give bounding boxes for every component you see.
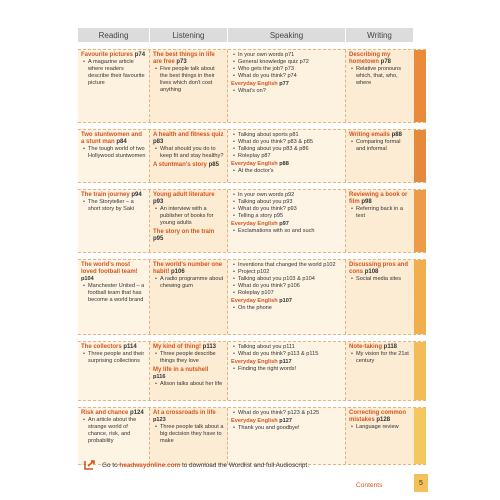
bullet: • In your own words p92 — [238, 192, 342, 199]
footer-suffix: to download the Wordlist and full Audioscript. — [181, 461, 309, 469]
bullet: • What do you think? p106 — [238, 283, 342, 290]
reading-cell — [78, 408, 150, 464]
page-ref: p116 — [153, 374, 166, 380]
page-ref: p95 — [153, 236, 164, 242]
listening-title: Young adult literature — [153, 192, 215, 198]
unit-color-tab — [414, 130, 426, 182]
speaking-cell — [228, 130, 346, 182]
bullet: • A radio programme about chewing gum — [160, 276, 224, 290]
writing-title: Discussing pros and cons — [349, 262, 409, 275]
writing-title: Writing emails — [349, 132, 390, 138]
reading-title: The world's most loved football team! — [81, 262, 138, 275]
page-ref: p108 — [364, 269, 379, 275]
speaking-cell — [228, 190, 346, 252]
unit-color-tab — [414, 408, 426, 464]
unit-color-tab — [414, 342, 426, 400]
everyday-english-label: Everyday English — [231, 161, 278, 167]
listening-cell — [150, 50, 228, 122]
unit-row — [78, 189, 426, 253]
bullet: • Referring back in a text — [356, 206, 411, 220]
everyday-english-label: Everyday English — [231, 298, 278, 304]
bullet: • Talking about you p93 — [238, 199, 342, 206]
bullet: • Talking about you p111 — [238, 344, 342, 351]
page-ref: p88 — [391, 132, 402, 138]
bullet: • Relative pronouns which, that, who, where — [356, 66, 411, 87]
page-ref: p77 — [279, 81, 289, 87]
listening-cell — [150, 260, 228, 334]
reading-title: The train journey — [81, 192, 130, 198]
bullet: • An interview with a publisher of books for young adults — [160, 206, 224, 227]
page-ref: p98 — [361, 199, 372, 205]
bullet: • An article about the strange world of chance, risk, and probability — [88, 417, 146, 445]
unit-row — [78, 259, 426, 335]
listening-extra-title: The story on the train — [153, 229, 215, 235]
writing-cell — [346, 342, 414, 400]
reading-title: Favourite pictures — [81, 52, 134, 58]
bullet: • What's on? — [238, 88, 342, 95]
unit-row — [78, 341, 426, 401]
bullet: • Inventions that changed the world p102 — [238, 262, 342, 269]
writing-cell — [346, 130, 414, 182]
footer-prefix: Go to — [102, 461, 118, 469]
bullet: • What should you do to keep fit and stay healthy? — [160, 146, 224, 160]
bullet: • What do you think? p93 — [238, 206, 342, 213]
unit-row — [78, 129, 426, 183]
speaking-cell — [228, 408, 346, 464]
bullet: • Language review — [356, 424, 411, 431]
page-ref: p114 — [123, 344, 137, 350]
reading-title: Two stuntwomen and a stunt man — [81, 132, 142, 145]
everyday-english-label: Everyday English — [231, 359, 278, 365]
page-ref: p97 — [279, 221, 289, 227]
listening-cell — [150, 408, 228, 464]
unit-color-tab — [414, 190, 426, 252]
bullet: • Three people describe things they love — [160, 351, 224, 365]
speaking-cell — [228, 342, 346, 400]
bullet: • The tough world of two Hollywood stuntwomen — [88, 146, 146, 160]
writing-cell — [346, 408, 414, 464]
writing-cell — [346, 190, 414, 252]
bullet: • On the phone — [238, 305, 342, 312]
page-number: 5 — [414, 474, 428, 492]
listening-title: The best things in life are free — [153, 52, 215, 65]
page-ref: p127 — [279, 418, 292, 424]
listening-cell — [150, 342, 228, 400]
listening-title: A health and fitness quiz — [153, 132, 224, 138]
page-ref: p104 — [81, 276, 94, 282]
bullet: • Manchester United – a football team that has become a world brand — [88, 283, 146, 304]
bullet: • Who gets the job? p73 — [238, 66, 342, 73]
listening-extra-title: A stuntman's story — [153, 162, 207, 168]
page-ref: p128 — [376, 417, 391, 423]
listening-cell — [150, 130, 228, 182]
page-ref: p106 — [171, 269, 185, 275]
bullet: • Exclamations with so and such — [238, 228, 342, 235]
page-ref: p94 — [131, 192, 142, 198]
headway-link[interactable]: headwayonline.com — [119, 461, 181, 469]
bullet: • Comparing formal and informal — [356, 139, 411, 153]
bullet: • What do you think? p123 & p125 — [238, 410, 342, 417]
bullet: • Telling a story p95 — [238, 213, 342, 220]
bullet: • General knowledge quiz p72 — [238, 59, 342, 66]
bullet: • Project p102 — [238, 269, 342, 276]
bullet: • In your own words p71 — [238, 52, 342, 59]
everyday-english-label: Everyday English — [231, 221, 278, 227]
unit-row — [78, 49, 426, 123]
reading-cell — [78, 50, 150, 122]
bullet: • At the doctor's — [238, 168, 342, 175]
page-ref: p74 — [134, 52, 146, 58]
column-header-row — [78, 28, 414, 42]
page-ref: p113 — [202, 344, 217, 350]
header-writing: Writing — [346, 28, 414, 42]
reading-title: Risk and chance — [81, 410, 129, 416]
unit-color-tab — [414, 50, 426, 122]
bullet: • Social media sites — [356, 276, 411, 283]
writing-cell — [346, 260, 414, 334]
writing-title: Describing my hometown — [349, 52, 391, 65]
bullet: • Three people talk about a big decision they have to make — [160, 424, 224, 445]
bullet: • Five people talk about the best things in their lives which don't cost anything — [160, 66, 224, 94]
arrow-link-icon — [84, 460, 96, 470]
reading-cell — [78, 130, 150, 182]
bullet: • Talking about you p83 & p86 — [238, 146, 342, 153]
bullet: • Alison talks about her life — [160, 381, 224, 388]
page-ref: p83 — [153, 139, 164, 145]
everyday-english-label: Everyday English — [231, 81, 278, 87]
bullet: • Talking about you p103 & p104 — [238, 276, 342, 283]
unit-color-tab — [414, 260, 426, 334]
contents-label: Contents — [356, 482, 383, 489]
page-ref: p85 — [208, 162, 219, 168]
bullet: • What do you think? p74 — [238, 73, 342, 80]
page-ref: p117 — [279, 359, 292, 365]
reading-cell — [78, 342, 150, 400]
listening-cell — [150, 190, 228, 252]
bullet: • A magazine article where readers describe their favourite picture — [88, 59, 146, 87]
footer-note — [84, 460, 309, 470]
page-ref: p124 — [130, 410, 144, 416]
page-ref: p73 — [176, 59, 187, 65]
writing-title: Correcting common mistakes — [349, 410, 407, 423]
page-ref: p118 — [383, 344, 398, 350]
bullet: • Finding the right words! — [238, 366, 342, 373]
speaking-cell — [228, 260, 346, 334]
bullet: • Roleplay p87 — [238, 153, 342, 160]
unit-row — [78, 407, 426, 465]
page-ref: p88 — [279, 161, 289, 167]
bullet: • The Storyteller – a short story by Saki — [88, 199, 146, 213]
writing-cell — [346, 50, 414, 122]
header-reading: Reading — [78, 28, 150, 42]
bullet: • What do you think? p113 & p115 — [238, 351, 342, 358]
writing-title: Reviewing a book or film — [349, 192, 408, 205]
page-ref: p123 — [153, 417, 166, 423]
listening-title: At a crossroads in life — [153, 410, 216, 416]
bullet: • What do you think? p83 & p85 — [238, 139, 342, 146]
listening-extra-title: My life in a nutshell — [153, 367, 209, 373]
bullet: • Three people and their surprising collections — [88, 351, 146, 365]
header-listening: Listening — [150, 28, 228, 42]
listening-title: The world's number one habit! — [153, 262, 223, 275]
everyday-english-label: Everyday English — [231, 418, 278, 424]
header-speaking: Speaking — [228, 28, 346, 42]
writing-title: Note-taking — [349, 344, 382, 350]
bullet: • My vision for the 21st century — [356, 351, 411, 365]
speaking-cell — [228, 50, 346, 122]
units-table — [78, 49, 426, 471]
bullet: • Thank you and goodbye! — [238, 425, 342, 432]
page-ref: p107 — [279, 298, 292, 304]
reading-cell — [78, 260, 150, 334]
reading-title: The collectors — [81, 344, 122, 350]
page-ref: p78 — [380, 59, 392, 65]
bullet: • Talking about sports p81 — [238, 132, 342, 139]
page-ref: p84 — [116, 139, 127, 145]
bullet: • Roleplay p107 — [238, 290, 342, 297]
reading-cell — [78, 190, 150, 252]
page-ref: p93 — [153, 199, 164, 205]
listening-title: My kind of thing! — [153, 344, 201, 350]
